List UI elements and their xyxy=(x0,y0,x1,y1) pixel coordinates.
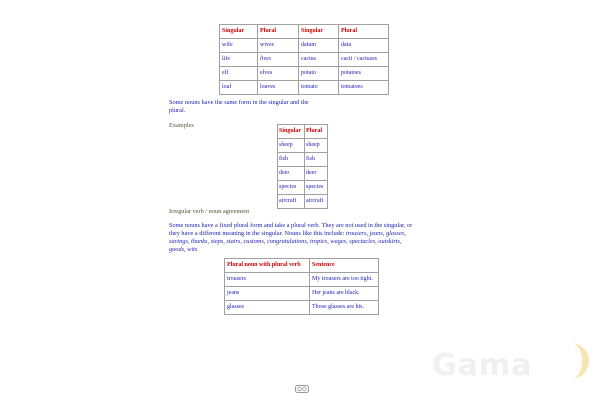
table-row xyxy=(220,81,389,95)
table-cell: datum xyxy=(299,39,339,53)
paragraph-line-italic: savings, thanks, steps, stairs, customs, congratulations, tropics, wages, spectacles, outskirts, xyxy=(169,238,402,245)
table-header-row xyxy=(225,259,379,273)
table-cell: life xyxy=(220,53,258,67)
table-header-cell: Singular xyxy=(278,125,305,139)
watermark-arc xyxy=(556,343,589,379)
table-row xyxy=(220,39,389,53)
table-cell: Her jeans are black. xyxy=(310,287,379,301)
paragraph-line: Some nouns have the same form in the singular and the xyxy=(169,99,309,106)
table-cell: wives xyxy=(258,39,299,53)
table-cell: trousers xyxy=(225,273,310,287)
table-header-cell: Sentence xyxy=(310,259,379,273)
same-form-paragraph xyxy=(169,99,339,115)
table-row xyxy=(225,301,379,315)
fixed-plural-paragraph xyxy=(169,222,439,254)
table-cell: deer xyxy=(278,167,305,181)
toolbar-icon[interactable] xyxy=(295,381,309,391)
table-cell: wife xyxy=(220,39,258,53)
paragraph-line: they have a different meaning in the singular. Nouns like this include: xyxy=(169,230,347,237)
table-row xyxy=(278,195,328,209)
paragraph-line: Some nouns have a fixed plural form and take a plural verb. They are not used in the singular, or xyxy=(169,222,413,229)
paragraph-line-italic: goods, wits xyxy=(169,246,198,253)
table-row xyxy=(278,139,328,153)
table-cell: tomatoes xyxy=(339,81,389,95)
table-cell: potato xyxy=(299,67,339,81)
table-cell: Those glasses are his. xyxy=(310,301,379,315)
table-cell: species xyxy=(305,181,328,195)
table-cell: loaves xyxy=(258,81,299,95)
section-heading: Irregular verb / noun agreement xyxy=(169,208,250,215)
table-cell: lives xyxy=(258,53,299,67)
table-cell: My trousers are too tight. xyxy=(310,273,379,287)
table-row xyxy=(225,287,379,301)
table-cell: sheep xyxy=(305,139,328,153)
table-cell: cactus xyxy=(299,53,339,67)
table-cell: tomato xyxy=(299,81,339,95)
table-cell: species xyxy=(278,181,305,195)
table-header-cell: Singular xyxy=(299,25,339,39)
table-row xyxy=(278,167,328,181)
table-row xyxy=(220,53,389,67)
table-cell: aircraft xyxy=(278,195,305,209)
table-header-cell: Plural xyxy=(339,25,389,39)
table-cell: deer xyxy=(305,167,328,181)
table-cell: jeans xyxy=(225,287,310,301)
table-header-cell: Plural xyxy=(258,25,299,39)
table-cell: glasses xyxy=(225,301,310,315)
table-cell: elves xyxy=(258,67,299,81)
irregular-plurals-table xyxy=(219,24,389,95)
table-row xyxy=(278,153,328,167)
table-cell: data xyxy=(339,39,389,53)
examples-label: Examples xyxy=(169,122,194,129)
paragraph-line: plural. xyxy=(169,107,186,114)
table-header-cell: Plural xyxy=(305,125,328,139)
table-row xyxy=(225,273,379,287)
paragraph-line-italic: trousers, jeans, glasses, xyxy=(346,230,406,237)
table-cell: elf xyxy=(220,67,258,81)
same-form-nouns-table xyxy=(277,124,328,209)
table-cell: potatoes xyxy=(339,67,389,81)
table-cell: fish xyxy=(305,153,328,167)
table-row xyxy=(220,67,389,81)
table-cell: fish xyxy=(278,153,305,167)
table-row xyxy=(278,181,328,195)
table-cell: sheep xyxy=(278,139,305,153)
table-cell: loaf xyxy=(220,81,258,95)
table-cell: cacti / cactuses xyxy=(339,53,389,67)
table-header-row xyxy=(220,25,389,39)
table-cell: aircraft xyxy=(305,195,328,209)
watermark-logo: Gama xyxy=(432,348,533,383)
table-header-cell: Plural noun with plural verb xyxy=(225,259,310,273)
plural-verb-table xyxy=(224,258,379,315)
table-header-cell: Singular xyxy=(220,25,258,39)
table-header-row xyxy=(278,125,328,139)
